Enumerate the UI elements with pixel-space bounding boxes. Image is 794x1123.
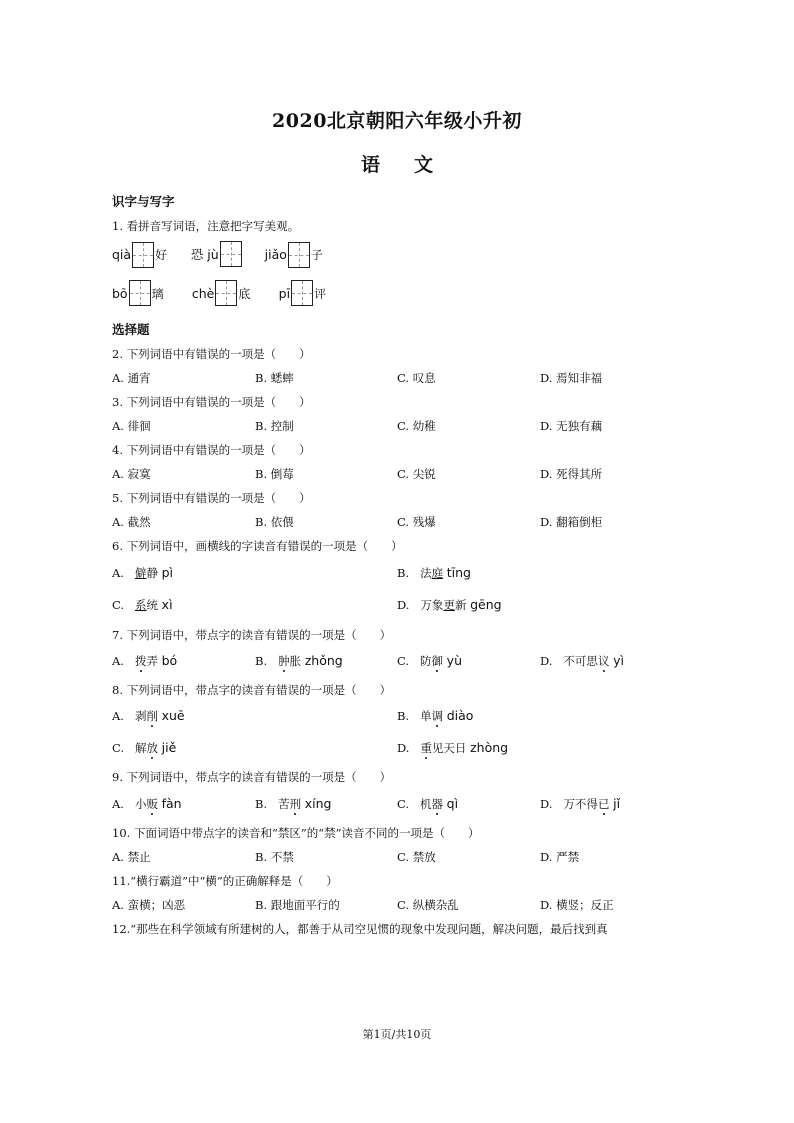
char-text: 底 (238, 286, 251, 301)
page-title: 2020北京朝阳六年级小升初 (272, 110, 522, 132)
section-heading-literacy: 识字与写字 (112, 194, 175, 209)
marked-char: 僻 (134, 566, 147, 580)
option-b[interactable] (255, 796, 331, 812)
word-text: 解 (135, 741, 147, 755)
pinyin-text: yì (613, 653, 624, 668)
question-1-stem: 1. 看拼音写词语，注意把字写美观。 (112, 219, 300, 233)
pinyin-text: tīng (446, 565, 471, 580)
option-letter: A. (112, 654, 124, 668)
page-number: 第1页/共10页 (362, 1028, 432, 1041)
pinyin-text: pì (161, 565, 174, 580)
option-letter: C. (397, 797, 410, 811)
writing-grid[interactable] (129, 280, 151, 306)
q1-item (265, 242, 323, 268)
char-text: 评 (314, 286, 327, 301)
option-a[interactable] (112, 653, 177, 669)
writing-grid[interactable] (291, 280, 313, 306)
option-d[interactable] (540, 796, 620, 812)
pinyin-text: bō (112, 285, 128, 301)
q1-item (112, 280, 188, 306)
option-letter: C. (112, 741, 125, 755)
pinyin-text: diào (446, 708, 474, 723)
option-letter: A. (112, 709, 124, 723)
option-letter: A. (112, 566, 124, 580)
option-b[interactable] (397, 565, 471, 581)
word-text: 万不得 (563, 797, 598, 811)
option-d[interactable]: D. 无独有藕 (540, 419, 603, 433)
question-8-stem: 8. 下列词语中，带点字的读音有错误的一项是（ ） (112, 683, 392, 697)
option-c[interactable]: C. 纵横杂乱 (397, 898, 459, 912)
option-a[interactable]: A. 禁止 (112, 850, 151, 864)
option-d[interactable]: D. 焉知非福 (540, 371, 603, 385)
q1-row-2 (112, 280, 326, 306)
pinyin-text: 恐 jù (190, 247, 219, 262)
option-letter: D. (540, 654, 553, 668)
option-a[interactable]: A. 蛮横；凶恶 (112, 898, 186, 912)
question-12-stem: 12.“那些在科学领域有所建树的人，都善于从司空见惯的现象中发现问题，解决问题，最后找到真 (112, 922, 608, 936)
writing-grid[interactable] (288, 242, 310, 268)
pinyin-text: xuē (161, 708, 185, 723)
question-7-stem: 7. 下列词语中，带点字的读音有错误的一项是（ ） (112, 628, 392, 642)
option-c[interactable] (397, 796, 458, 812)
option-a[interactable]: A. 寂寞 (112, 467, 151, 481)
pinyin-text: fàn (161, 796, 182, 811)
word-text: 小 (134, 797, 147, 811)
marked-char: 御 (431, 654, 444, 668)
marked-char: 刑 (289, 797, 302, 811)
option-c[interactable]: C. 幼稚 (397, 419, 436, 433)
marked-char: 拨 (134, 654, 147, 668)
writing-grid[interactable] (215, 280, 237, 306)
option-d[interactable]: D. 严禁 (540, 850, 580, 864)
option-c[interactable] (112, 740, 176, 756)
pinyin-text: chè (191, 285, 215, 301)
pinyin-text: xì (161, 597, 173, 612)
question-5-stem: 5. 下列词语中有错误的一项是（ ） (112, 491, 311, 505)
marked-char: 庭 (431, 566, 444, 580)
option-b[interactable]: B. 依偎 (255, 515, 294, 529)
q1-item (112, 242, 187, 268)
option-a[interactable]: A. 截然 (112, 515, 151, 529)
option-b[interactable]: B. 蟋蟀 (255, 371, 294, 385)
marked-char: 放 (146, 741, 159, 755)
option-d[interactable]: D. 死得其所 (540, 467, 603, 481)
option-d[interactable]: D. 横竖；反正 (540, 898, 614, 912)
option-d[interactable] (397, 597, 502, 613)
option-c[interactable] (397, 653, 462, 669)
pinyin-text: xíng (304, 796, 332, 811)
option-b[interactable] (397, 708, 473, 724)
word-text: 机 (420, 797, 432, 811)
q1-item (279, 280, 326, 306)
option-letter: D. (397, 741, 410, 755)
option-letter: D. (397, 598, 410, 612)
option-letter: C. (397, 654, 410, 668)
pinyin-text: pī (278, 285, 291, 301)
pinyin-text: bó (161, 653, 178, 668)
subject-title: 语文 (360, 154, 467, 176)
char-text: 子 (310, 248, 323, 262)
option-letter: B. (397, 709, 410, 723)
word-text: 防 (420, 654, 432, 668)
pinyin-text: zhǒng (304, 653, 343, 668)
word-text: 苦 (278, 797, 290, 811)
option-b[interactable]: B. 倒莓 (255, 467, 294, 481)
marked-char: 更 (443, 598, 455, 612)
option-letter: A. (112, 797, 124, 811)
question-3-stem: 3. 下列词语中有错误的一项是（ ） (112, 395, 311, 409)
question-11-stem: 11.“横行霸道”中“横”的正确解释是（ ） (112, 874, 338, 888)
pinyin-text: qì (446, 796, 459, 811)
word-text: 单 (420, 709, 432, 723)
option-d[interactable] (540, 653, 624, 669)
word-text: 不可思 (563, 654, 598, 668)
option-d[interactable]: D. 翻箱倒柜 (540, 515, 603, 529)
q1-row-1 (112, 241, 323, 268)
marked-char: 贩 (146, 797, 158, 811)
word-text: 剥 (134, 709, 147, 723)
marked-char: 器 (431, 797, 444, 811)
question-4-stem: 4. 下列词语中有错误的一项是（ ） (112, 443, 311, 457)
writing-grid[interactable] (132, 242, 154, 268)
option-b[interactable]: B. 不禁 (255, 850, 294, 864)
option-letter: B. (255, 654, 268, 668)
word-text: 万象 (420, 598, 444, 612)
marked-char: 议 (597, 654, 610, 668)
option-c[interactable] (112, 597, 173, 613)
section-heading-choice: 选择题 (112, 322, 150, 337)
word-text: 见天日 (431, 741, 467, 755)
option-letter: D. (540, 797, 553, 811)
marked-char: 已 (597, 797, 610, 811)
option-c[interactable]: C. 禁放 (397, 850, 436, 864)
option-a[interactable] (112, 796, 182, 812)
option-b[interactable]: B. 控制 (255, 419, 294, 433)
option-c[interactable]: C. 尖锐 (397, 467, 436, 481)
option-letter: B. (255, 797, 268, 811)
word-text: 法 (420, 566, 432, 580)
option-c[interactable]: C. 叹息 (397, 371, 436, 385)
option-a[interactable] (112, 708, 185, 724)
pinyin-text: zhòng (470, 740, 509, 755)
marked-char: 重 (420, 741, 432, 755)
marked-char: 肿 (278, 654, 290, 668)
question-2-stem: 2. 下列词语中有错误的一项是（ ） (112, 347, 311, 361)
option-letter: C. (112, 598, 125, 612)
question-9-stem: 9. 下列词语中，带点字的读音有错误的一项是（ ） (112, 770, 392, 784)
q1-item (192, 280, 275, 306)
option-a[interactable]: A. 通宵 (112, 371, 151, 385)
q1-item (191, 241, 261, 267)
pinyin-text: qià (112, 247, 132, 262)
char-text: 好 (155, 248, 168, 262)
option-a[interactable] (112, 565, 173, 581)
marked-char: 系 (135, 598, 147, 612)
pinyin-text: yù (446, 653, 462, 668)
word-text: 弄 (146, 654, 158, 668)
pinyin-text: jǐ (613, 796, 621, 811)
option-d[interactable] (397, 740, 508, 756)
pinyin-text: jiǎo (264, 247, 287, 262)
marked-char: 调 (431, 709, 444, 723)
word-text: 统 (146, 598, 159, 612)
marked-char: 削 (146, 709, 158, 723)
char-text: 璃 (151, 286, 164, 301)
option-b[interactable]: B. 跟地面平行的 (255, 898, 340, 912)
word-text: 静 (146, 566, 158, 580)
pinyin-text: gēng (470, 597, 502, 612)
pinyin-text: jiě (161, 740, 177, 755)
option-c[interactable]: C. 残爆 (397, 515, 436, 529)
word-text: 胀 (289, 654, 302, 668)
question-10-stem: 10. 下面词语中带点字的读音和“禁区”的“禁”读音不同的一项是（ ） (112, 826, 480, 840)
word-text: 新 (454, 598, 467, 612)
question-6-stem: 6. 下列词语中，画横线的字读音有错误的一项是（ ） (112, 539, 403, 553)
writing-grid[interactable] (220, 241, 242, 267)
option-b[interactable] (255, 653, 343, 669)
option-letter: B. (397, 566, 410, 580)
option-a[interactable]: A. 徘徊 (112, 419, 151, 433)
